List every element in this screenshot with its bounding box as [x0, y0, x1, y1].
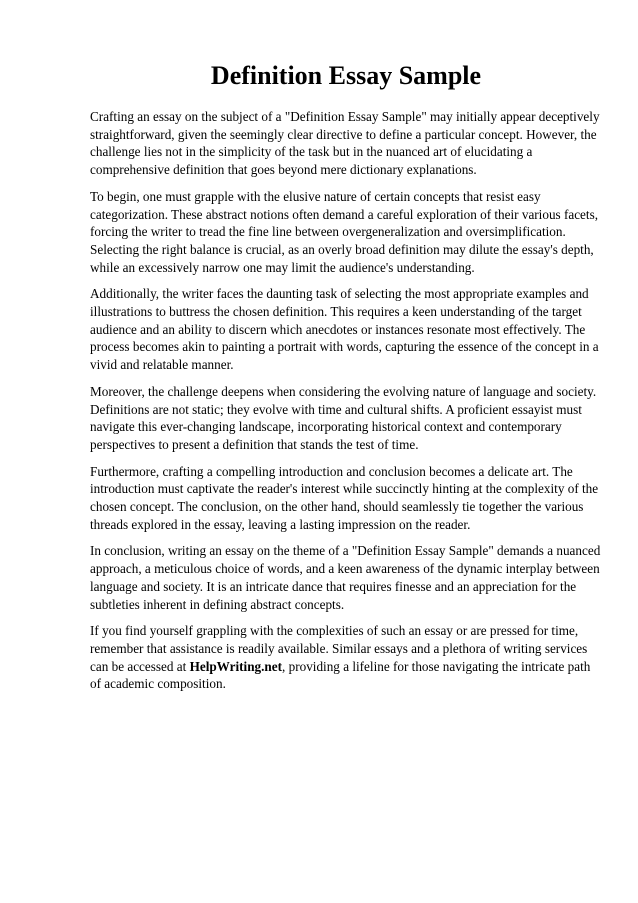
paragraph-intro: Crafting an essay on the subject of a "Definition Essay Sample" may initially appear deceptively straightforward, given the seemingly clear directive to define a particular concept. However, the challenge lies not in the simplicity of the task but in the nuanced art of elucidating a comprehensive definition that goes beyond mere dictionary explanations.	[90, 109, 600, 178]
paragraph-examples: Additionally, the writer faces the daunting task of selecting the most appropriate examples and illustrations to buttress the chosen definition. This requires a keen understanding of the target audience and an ability to discern which anecdotes or instances resonate most effectively. The process becomes akin to painting a portrait with words, capturing the essence of the concept in a vivid and relatable manner.	[90, 286, 599, 373]
paragraph-evolving-language: Moreover, the challenge deepens when considering the evolving nature of language and society. Definitions are not static; they evolve with time and cultural shifts. A proficient essayist must navigate this ever-changing landscape, incorporating historical context and contemporary perspectives to present a definition that stands the test of time.	[90, 383, 597, 452]
paragraph-service-after: , providing a lifeline for those navigating the intricate path of academic composition.	[90, 658, 591, 692]
paragraph-service-before: If you find yourself grappling with the complexities of such an essay or are pressed for time, remember that assistance is readily available. Similar essays and a plethora of writing services can be accessed at	[90, 623, 588, 674]
paragraph-introduction-conclusion: Furthermore, crafting a compelling introduction and conclusion becomes a delicate art. The introduction must captivate the reader's interest while succinctly hinting at the complexity of the chosen concept. The conclusion, on the other hand, should seamlessly tie together the various threads explored in the essay, leaving a lasting impression on the reader.	[90, 463, 599, 532]
paragraph-conclusion: In conclusion, writing an essay on the theme of a "Definition Essay Sample" demands a nuanced approach, a meticulous choice of words, and a keen awareness of the dynamic interplay between language and society. It is an intricate dance that requires finesse and an appreciation for the subtleties inherent in defining abstract concepts.	[90, 543, 601, 612]
paragraph-elusive-nature: To begin, one must grapple with the elusive nature of certain concepts that resist easy categorization. These abstract notions often demand a careful exploration of their various facets, forcing the writer to tread the fine line between overgeneralization and oversimplification. Selecting the right balance is crucial, as an overly broad definition may dilute the essay's depth, while an excessively narrow one may limit the audience's understanding.	[90, 188, 599, 275]
document-title: Definition Essay Sample	[210, 61, 482, 90]
paragraph-service	[90, 622, 602, 693]
document-page	[90, 58, 602, 702]
helpwriting-link[interactable]: HelpWriting.net	[189, 658, 283, 674]
